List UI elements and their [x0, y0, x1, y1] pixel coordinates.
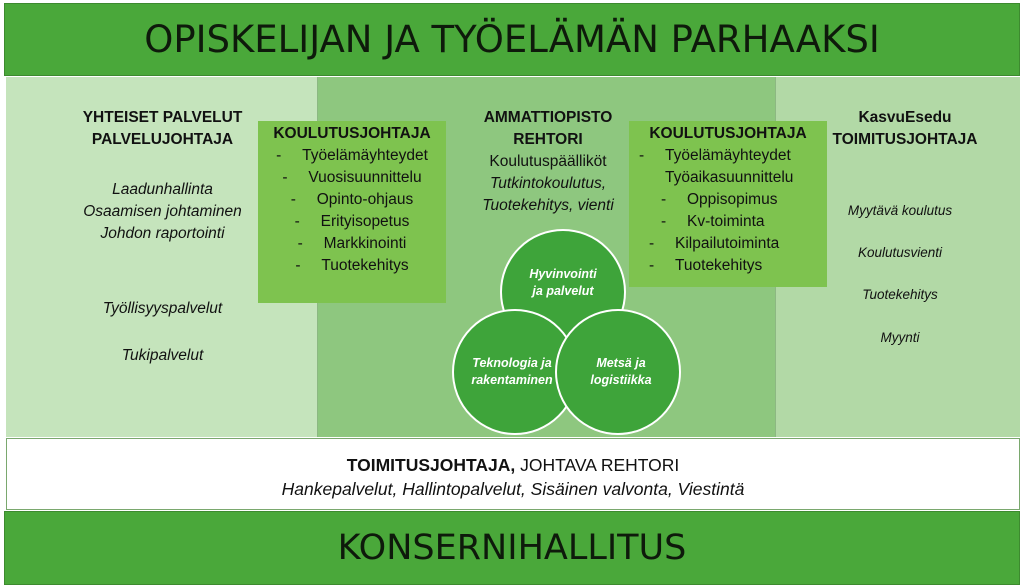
middle-heading-line1: AMMATTIOPISTO — [483, 109, 613, 126]
right-item: Koulutusvienti — [857, 245, 943, 260]
top-banner — [4, 3, 1020, 76]
box-left-item: - Opinto-ohjaus — [290, 191, 414, 208]
middle-heading-line2: REHTORI — [513, 131, 583, 148]
box-left-item: - Markkinointi — [297, 235, 407, 252]
box-left-item: - Tuotekehitys — [295, 257, 409, 274]
left-items — [40, 179, 285, 245]
management-bar — [6, 438, 1020, 510]
box-left-title: KOULUTUSJOHTAJA — [273, 125, 431, 142]
koulutusjohtaja-box-right — [629, 121, 827, 287]
management-title: TOIMITUSJOHTAJA, JOHTAVA REHTORI — [346, 455, 680, 475]
right-heading — [815, 107, 995, 151]
box-left-item: - Erityisopetus — [294, 213, 410, 230]
box-right-item: - Kv-toiminta — [661, 213, 765, 230]
box-right-item: Työaikasuunnittelu — [665, 169, 794, 186]
box-right-item: - Kilpailutoiminta — [649, 235, 780, 252]
left-extra-1: Työllisyyspalvelut — [102, 300, 223, 317]
footer-title: KONSERNIHALLITUS — [337, 528, 687, 568]
left-item: Laadunhallinta — [112, 181, 213, 198]
middle-heading — [448, 107, 648, 217]
right-heading-line2: TOIMITUSJOHTAJA — [832, 131, 978, 148]
right-item: Myynti — [880, 330, 920, 345]
left-heading-line2: PALVELUJOHTAJA — [91, 131, 234, 148]
bottom-banner — [4, 511, 1020, 585]
banner-title: OPISKELIJAN JA TYÖELÄMÄN PARHAAKSI — [144, 18, 880, 61]
middle-line-2: Tutkintokoulutus, — [489, 175, 607, 192]
management-subtitle: Hankepalvelut, Hallintopalvelut, Sisäinen valvonta, Viestintä — [281, 479, 745, 499]
left-heading-line1: YHTEISET PALVELUT — [82, 109, 243, 126]
box-left-item: - Työelämäyhteydet — [276, 147, 428, 164]
box-right-title: KOULUTUSJOHTAJA — [649, 125, 807, 142]
circle-teknologia: Teknologia ja rakentaminen — [452, 309, 578, 435]
koulutusjohtaja-box-left — [258, 121, 446, 303]
left-extra-2: Tukipalvelut — [121, 347, 204, 364]
circle-hyvinvointi: Hyvinvointi ja palvelut — [500, 229, 626, 355]
middle-line-3: Tuotekehitys, vienti — [482, 197, 614, 214]
middle-line-1: Koulutuspäälliköt — [489, 153, 607, 170]
left-heading — [40, 107, 285, 151]
box-left-item: - Vuosisuunnittelu — [282, 169, 422, 186]
right-item: Tuotekehitys — [862, 287, 938, 302]
box-right-item: - Oppisopimus — [661, 191, 778, 208]
right-item: Myytävä koulutus — [847, 203, 953, 218]
box-right-item: - Tuotekehitys — [649, 257, 763, 274]
left-item: Osaamisen johtaminen — [83, 203, 242, 220]
circle-metsa: Metsä ja logistiikka — [555, 309, 681, 435]
left-item: Johdon raportointi — [100, 225, 225, 242]
right-heading-line1: KasvuEsedu — [858, 109, 952, 126]
box-right-item: - Työelämäyhteydet — [639, 147, 791, 164]
